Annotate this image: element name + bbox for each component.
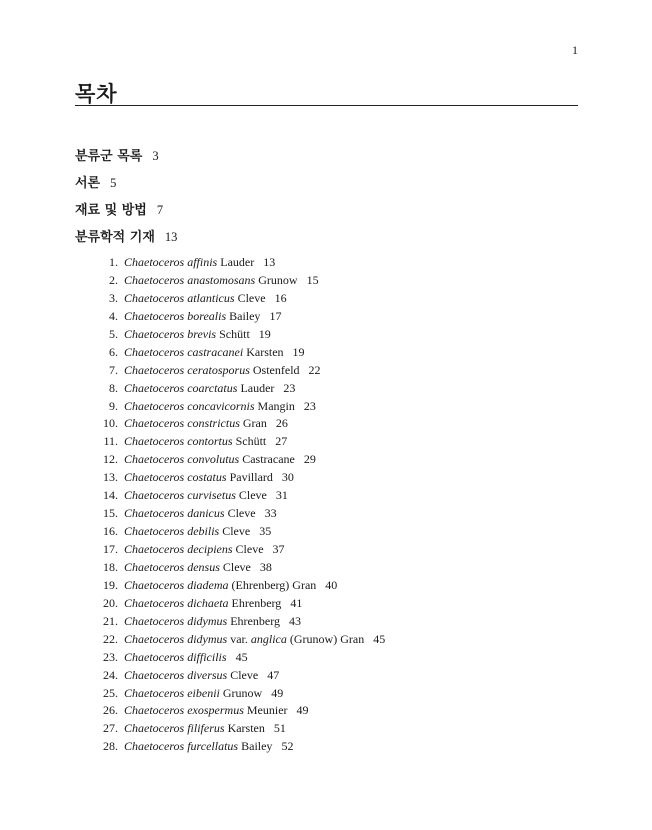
toc-entry[interactable] xyxy=(90,738,570,756)
entry-genus: Chaetoceros xyxy=(124,667,185,682)
entry-author: Lauder xyxy=(220,255,255,269)
entry-species: debilis xyxy=(187,524,220,539)
entry-number: 9. xyxy=(109,398,118,413)
entry-genus: Chaetoceros xyxy=(124,542,185,556)
toc-entry[interactable] xyxy=(90,344,570,362)
toc-entry[interactable] xyxy=(90,469,570,487)
entry-number: 7. xyxy=(109,362,118,377)
entry-species: castracanei xyxy=(187,344,244,359)
entry-author: Grunow xyxy=(258,272,298,287)
title-rule xyxy=(75,105,578,106)
entry-number: 11. xyxy=(103,434,118,449)
entry-author: Karsten xyxy=(246,344,284,359)
toc-entry[interactable] xyxy=(90,613,570,631)
entry-genus: Chaetoceros xyxy=(124,344,185,359)
toc-entry[interactable] xyxy=(90,415,570,433)
entry-author: Cleve xyxy=(227,506,256,521)
entry-author: Castracane xyxy=(242,452,295,467)
entry-genus: Chaetoceros xyxy=(124,506,185,521)
entry-page: 41 xyxy=(290,595,303,610)
entry-genus: Chaetoceros xyxy=(124,326,185,341)
entry-author: Mangin xyxy=(257,398,295,413)
entry-genus: Chaetoceros xyxy=(124,595,185,610)
entry-species: diadema xyxy=(187,577,229,592)
toc-entry[interactable] xyxy=(90,308,570,326)
entry-number: 2. xyxy=(109,272,118,287)
entry-author: Ostenfeld xyxy=(252,362,300,377)
entry-genus: Chaetoceros xyxy=(124,559,185,574)
entry-species: dichaeta xyxy=(187,595,229,610)
toc-section[interactable] xyxy=(75,145,177,172)
entry-author: Grunow xyxy=(222,685,263,700)
entry-page: 49 xyxy=(271,685,284,700)
entry-author: Bailey xyxy=(229,308,261,323)
entry-species: decipiens xyxy=(187,542,233,556)
entry-species: eibenii xyxy=(187,685,220,700)
entry-number: 21. xyxy=(103,613,118,628)
toc-entry[interactable] xyxy=(90,433,570,451)
toc-entry[interactable] xyxy=(90,398,570,416)
entry-number: 22. xyxy=(103,631,118,646)
entry-page: 16 xyxy=(274,290,287,305)
entry-genus: Chaetoceros xyxy=(124,308,185,323)
entry-page: 31 xyxy=(275,488,288,503)
entry-page: 45 xyxy=(373,631,386,646)
toc-entry[interactable] xyxy=(90,326,570,344)
entry-species: affinis xyxy=(187,255,218,269)
entry-number: 15. xyxy=(103,506,118,521)
entry-number: 26. xyxy=(103,703,118,718)
toc-section[interactable] xyxy=(75,226,177,253)
section-page: 7 xyxy=(156,203,164,217)
entry-genus: Chaetoceros xyxy=(124,739,185,754)
entry-number: 20. xyxy=(103,595,118,610)
entry-page: 13 xyxy=(263,255,276,269)
section-label: 분류군 목록 xyxy=(75,149,143,164)
entry-page: 15 xyxy=(306,272,319,287)
entry-number: 8. xyxy=(109,380,118,395)
entry-species: constrictus xyxy=(187,416,240,431)
section-label: 서론 xyxy=(75,176,101,191)
toc-entry[interactable] xyxy=(90,685,570,703)
entry-species: costatus xyxy=(187,470,227,485)
entry-page: 23 xyxy=(283,380,296,395)
section-page: 13 xyxy=(164,230,178,244)
toc-entries xyxy=(90,254,570,756)
entry-page: 30 xyxy=(281,470,294,485)
entry-page: 52 xyxy=(281,739,294,754)
toc-entry[interactable] xyxy=(90,523,570,541)
toc-section[interactable] xyxy=(75,199,177,226)
entry-number: 1. xyxy=(109,255,118,269)
entry-genus: Chaetoceros xyxy=(124,470,185,485)
entry-author: Bailey xyxy=(241,739,273,754)
entry-species: contortus xyxy=(187,434,233,449)
toc-entry[interactable] xyxy=(90,595,570,613)
entry-number: 19. xyxy=(103,577,118,592)
entry-species: densus xyxy=(187,559,220,574)
entry-species: concavicornis xyxy=(187,398,255,413)
entry-page: 22 xyxy=(308,362,321,377)
entry-number: 18. xyxy=(103,559,118,574)
entry-author: Ehrenberg xyxy=(231,595,282,610)
toc-entry[interactable] xyxy=(90,720,570,738)
section-label: 분류학적 기재 xyxy=(75,230,155,245)
entry-species: furcellatus xyxy=(187,739,239,754)
entry-author: Gran xyxy=(242,416,267,431)
entry-species: curvisetus xyxy=(187,488,236,503)
entry-page: 27 xyxy=(275,434,288,449)
entry-species: atlanticus xyxy=(187,290,235,305)
toc-entry[interactable] xyxy=(90,559,570,577)
entry-genus: Chaetoceros xyxy=(124,398,185,413)
entry-page: 47 xyxy=(267,667,280,682)
toc-section[interactable] xyxy=(75,172,177,199)
entry-page: 23 xyxy=(303,398,316,413)
entry-species: ceratosporus xyxy=(187,362,250,377)
entry-genus: Chaetoceros xyxy=(124,290,185,305)
entry-author: Cleve xyxy=(222,559,251,574)
toc-entry[interactable] xyxy=(90,290,570,308)
entry-page: 45 xyxy=(235,649,248,664)
entry-genus: Chaetoceros xyxy=(124,255,185,269)
entry-author: Lauder xyxy=(240,380,275,395)
entry-number: 12. xyxy=(103,452,118,467)
toc-entry[interactable] xyxy=(90,649,570,667)
section-label: 재료 및 방법 xyxy=(75,203,147,218)
toc-entry[interactable] xyxy=(90,505,570,523)
entry-species: borealis xyxy=(187,308,227,323)
entry-page: 33 xyxy=(264,506,277,521)
toc-entry[interactable] xyxy=(90,451,570,469)
entry-genus: Chaetoceros xyxy=(124,613,185,628)
entry-genus: Chaetoceros xyxy=(124,703,185,718)
entry-genus: Chaetoceros xyxy=(124,721,185,736)
entry-genus: Chaetoceros xyxy=(124,577,185,592)
entry-author: (Grunow) Gran xyxy=(289,631,365,646)
entry-number: 27. xyxy=(103,721,118,736)
toc-entry[interactable] xyxy=(90,631,570,649)
toc-entry[interactable] xyxy=(90,667,570,685)
entry-number: 23. xyxy=(103,649,118,664)
entry-genus: Chaetoceros xyxy=(124,434,185,449)
entry-author: Schütt xyxy=(219,326,250,341)
entry-genus: Chaetoceros xyxy=(124,452,185,467)
entry-species: anastomosans xyxy=(187,272,256,287)
entry-page: 26 xyxy=(275,416,288,431)
entry-number: 5. xyxy=(109,326,118,341)
toc-entry[interactable] xyxy=(90,541,570,559)
entry-species: difficilis xyxy=(187,649,227,664)
entry-page: 37 xyxy=(272,542,285,556)
entry-genus: Chaetoceros xyxy=(124,631,185,646)
entry-genus: Chaetoceros xyxy=(124,416,185,431)
entry-author: Meunier xyxy=(246,703,288,718)
toc-entry[interactable] xyxy=(90,577,570,595)
entry-species: filiferus xyxy=(187,721,225,736)
entry-author: (Ehrenberg) Gran xyxy=(231,577,317,592)
entry-page: 38 xyxy=(259,559,272,574)
section-page: 5 xyxy=(110,176,117,190)
entry-genus: Chaetoceros xyxy=(124,488,185,503)
entry-genus: Chaetoceros xyxy=(124,524,185,539)
entry-author: Cleve xyxy=(230,667,259,682)
entry-author: Cleve xyxy=(235,542,264,556)
entry-author: Cleve xyxy=(237,290,266,305)
entry-number: 6. xyxy=(109,344,118,359)
page-title: 목차 xyxy=(75,82,118,106)
entry-species: didymus xyxy=(187,631,228,646)
toc-sections xyxy=(75,145,177,253)
toc-entry[interactable] xyxy=(90,254,570,272)
entry-number: 13. xyxy=(103,470,118,485)
entry-number: 25. xyxy=(103,685,118,700)
entry-number: 10. xyxy=(103,416,118,431)
entry-page: 43 xyxy=(288,613,301,628)
entry-species: didymus xyxy=(187,613,228,628)
toc-entry[interactable] xyxy=(90,380,570,398)
toc-entry[interactable] xyxy=(90,362,570,380)
entry-number: 16. xyxy=(103,524,118,539)
page-number: 1 xyxy=(572,43,578,57)
entry-species: brevis xyxy=(187,326,217,341)
entry-genus: Chaetoceros xyxy=(124,362,185,377)
entry-author: Cleve xyxy=(222,524,251,539)
entry-variety: anglica xyxy=(250,631,287,646)
entry-number: 14. xyxy=(103,488,118,503)
entry-infra-rank: var. xyxy=(230,631,248,646)
entry-number: 3. xyxy=(109,290,118,305)
section-page: 3 xyxy=(152,149,159,163)
entry-page: 19 xyxy=(292,344,305,359)
entry-page: 51 xyxy=(273,721,286,736)
entry-page: 19 xyxy=(258,326,271,341)
entry-genus: Chaetoceros xyxy=(124,380,185,395)
entry-page: 35 xyxy=(259,524,272,539)
entry-author: Karsten xyxy=(227,721,265,736)
toc-entry[interactable] xyxy=(90,702,570,720)
entry-number: 17. xyxy=(103,542,118,556)
entry-author: Schütt xyxy=(235,434,267,449)
entry-page: 29 xyxy=(303,452,316,467)
entry-page: 49 xyxy=(296,703,309,718)
toc-entry[interactable] xyxy=(90,487,570,505)
entry-author: Pavillard xyxy=(229,470,273,485)
toc-entry[interactable] xyxy=(90,272,570,290)
entry-genus: Chaetoceros xyxy=(124,649,185,664)
entry-species: coarctatus xyxy=(187,380,238,395)
entry-species: danicus xyxy=(187,506,225,521)
entry-number: 4. xyxy=(109,308,118,323)
entry-number: 24. xyxy=(103,667,118,682)
entry-genus: Chaetoceros xyxy=(124,685,185,700)
entry-species: diversus xyxy=(187,667,228,682)
entry-page: 40 xyxy=(325,577,338,592)
entry-author: Ehrenberg xyxy=(230,613,280,628)
entry-species: exospermus xyxy=(187,703,244,718)
entry-number: 28. xyxy=(103,739,118,754)
entry-genus: Chaetoceros xyxy=(124,272,185,287)
entry-author: Cleve xyxy=(238,488,267,503)
entry-species: convolutus xyxy=(187,452,240,467)
entry-page: 17 xyxy=(269,308,282,323)
